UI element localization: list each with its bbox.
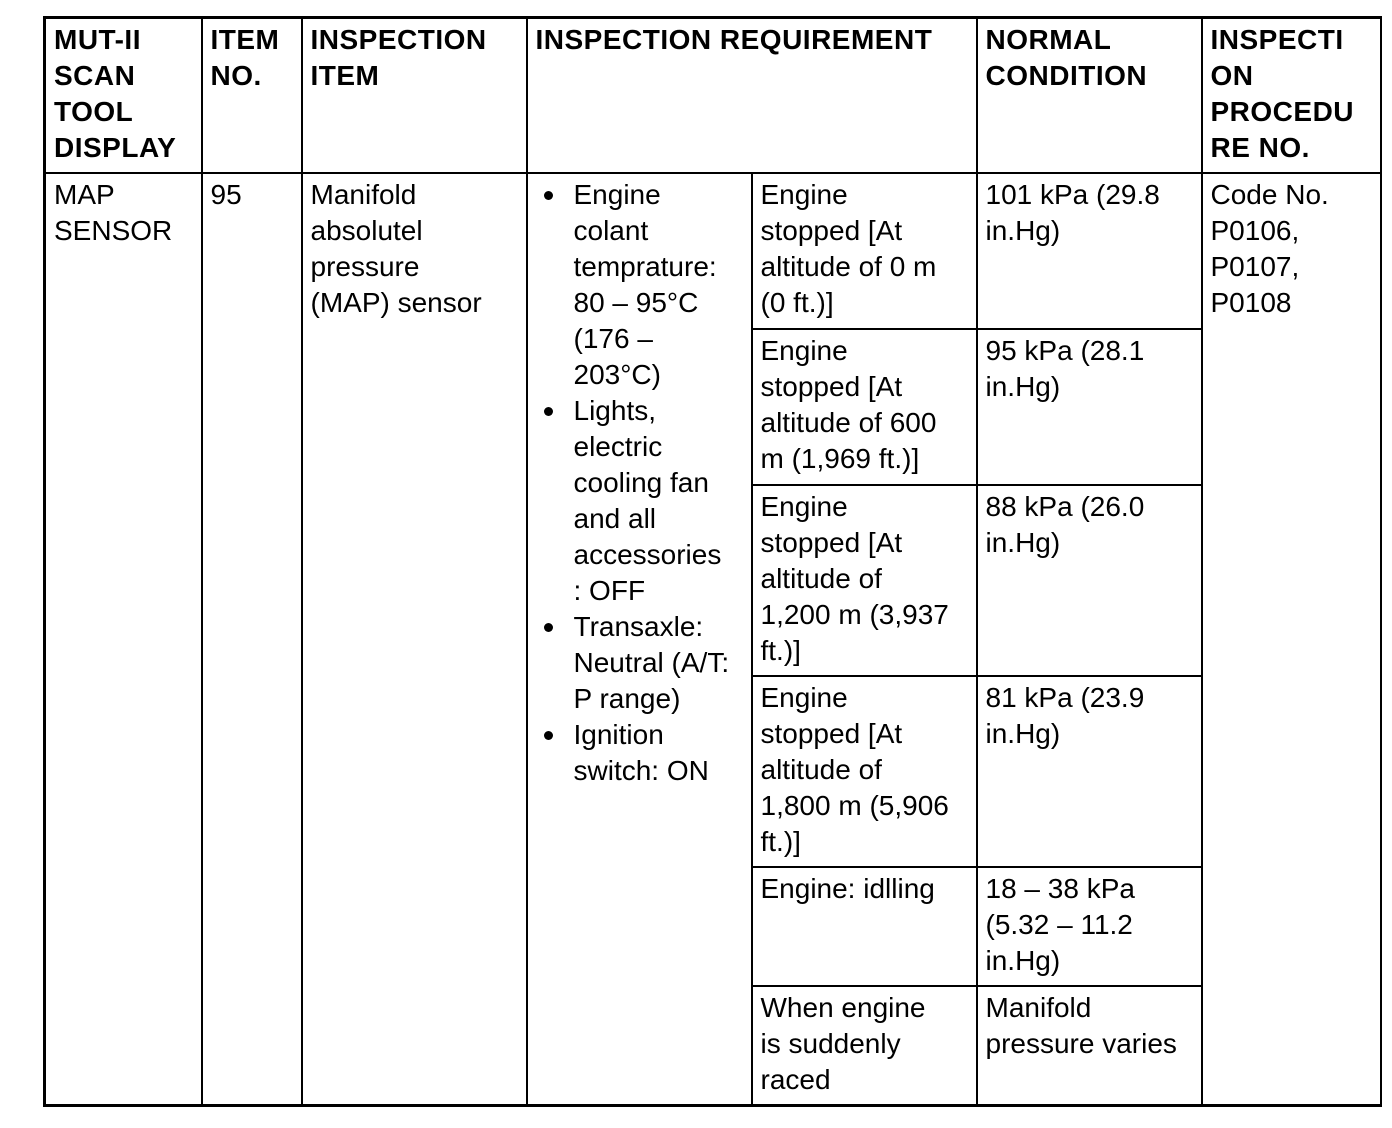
cell-scan-tool-display: MAP SENSOR xyxy=(45,173,202,1106)
cell-general-requirements xyxy=(527,173,752,1106)
requirement-text: Ignition switch: ON xyxy=(573,719,709,786)
bullet-icon xyxy=(544,623,553,632)
requirements-list xyxy=(536,177,743,789)
list-item xyxy=(536,717,743,789)
table-row xyxy=(45,173,1381,329)
cell-normal-condition: 101 kPa (29.8 in.Hg) xyxy=(977,173,1202,329)
table-header-row xyxy=(45,18,1381,174)
cell-normal-condition: 18 – 38 kPa (5.32 – 11.2 in.Hg) xyxy=(977,867,1202,986)
cell-procedure-no: Code No. P0106, P0107, P0108 xyxy=(1202,173,1381,1106)
list-item xyxy=(536,177,743,393)
cell-normal-condition: 88 kPa (26.0 in.Hg) xyxy=(977,485,1202,676)
cell-condition-requirement: Engine stopped [At altitude of 0 m (0 ft.)] xyxy=(752,173,977,329)
inspection-table xyxy=(43,16,1382,1107)
header-normal-condition: NORMAL CONDITION xyxy=(977,18,1202,174)
requirement-text: Lights, electric cooling fan and all accessories : OFF xyxy=(573,395,722,606)
header-inspection-requirement: INSPECTION REQUIREMENT xyxy=(527,18,977,174)
header-procedure-no: INSPECTI ON PROCEDU RE NO. xyxy=(1202,18,1381,174)
requirement-text: Engine colant temprature: 80 – 95°C (176 – 203°C) xyxy=(573,179,717,390)
cell-inspection-item: Manifold absolutel pressure (MAP) sensor xyxy=(302,173,527,1106)
bullet-icon xyxy=(544,191,553,200)
cell-item-no: 95 xyxy=(202,173,302,1106)
header-item-no: ITEM NO. xyxy=(202,18,302,174)
header-scan-tool-display: MUT-II SCAN TOOL DISPLAY xyxy=(45,18,202,174)
cell-condition-requirement: Engine: idlling xyxy=(752,867,977,986)
cell-condition-requirement: Engine stopped [At altitude of 1,800 m (5,906 ft.)] xyxy=(752,676,977,867)
cell-normal-condition: Manifold pressure varies xyxy=(977,986,1202,1106)
cell-condition-requirement: When engine is suddenly raced xyxy=(752,986,977,1106)
list-item xyxy=(536,609,743,717)
bullet-icon xyxy=(544,407,553,416)
bullet-icon xyxy=(544,731,553,740)
cell-condition-requirement: Engine stopped [At altitude of 600 m (1,969 ft.)] xyxy=(752,329,977,485)
cell-normal-condition: 81 kPa (23.9 in.Hg) xyxy=(977,676,1202,867)
requirement-text: Transaxle: Neutral (A/T: P range) xyxy=(573,611,730,714)
cell-normal-condition: 95 kPa (28.1 in.Hg) xyxy=(977,329,1202,485)
header-inspection-item: INSPECTION ITEM xyxy=(302,18,527,174)
list-item xyxy=(536,393,743,609)
cell-condition-requirement: Engine stopped [At altitude of 1,200 m (3,937 ft.)] xyxy=(752,485,977,676)
